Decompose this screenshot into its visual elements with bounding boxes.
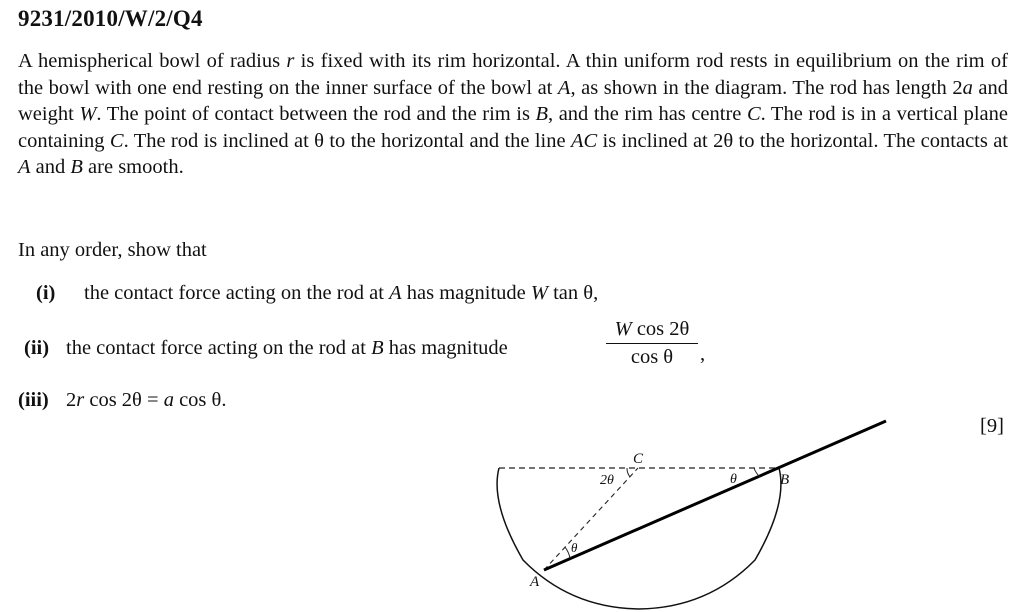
- part-ii: (ii) the contact force acting on the rod at B has magnitude: [24, 337, 508, 359]
- label-c: C: [633, 451, 644, 467]
- label-angle-2theta: 2θ: [600, 473, 614, 488]
- label-angle-theta-b: θ: [730, 472, 737, 487]
- line-ac: [544, 468, 638, 570]
- instruction-text: In any order, show that: [18, 239, 207, 261]
- fraction-numerator: W cos 2θ: [606, 318, 698, 344]
- bowl-arc: [497, 468, 781, 609]
- marks-total: [9]: [980, 415, 1004, 437]
- fraction-denominator: cos θ: [630, 346, 674, 368]
- part-iii: (iii) 2r cos 2θ = a cos θ.: [18, 389, 227, 411]
- angle-arc-theta-a: [565, 547, 570, 558]
- question-code: 9231/2010/W/2/Q4: [18, 6, 203, 31]
- label-angle-theta-a: θ: [571, 540, 578, 555]
- angle-arc-2theta: [627, 468, 630, 477]
- label-b: B: [780, 472, 790, 488]
- part-i: (i) the contact force acting on the rod at A has magnitude W tan θ,: [36, 282, 599, 304]
- question-paragraph: A hemispherical bowl of radius r is fixed with its rim horizontal. A thin uniform rod rests in equilibrium on the rim of the bowl with one end resting on the inner surface of the bowl at A, as shown in the diagram. The rod has length 2a and weight W. The point of contact between the rod and the rim is B, and the rim has centre C. The rod is in a vertical plane containing C. The rod is inclined at θ to the horizontal and the line AC is inclined at 2θ to the horizontal. The contacts at A and B are smooth.: [18, 50, 1008, 178]
- fraction-comma: ,: [700, 343, 706, 365]
- label-a: A: [530, 574, 540, 590]
- rod: [544, 421, 886, 570]
